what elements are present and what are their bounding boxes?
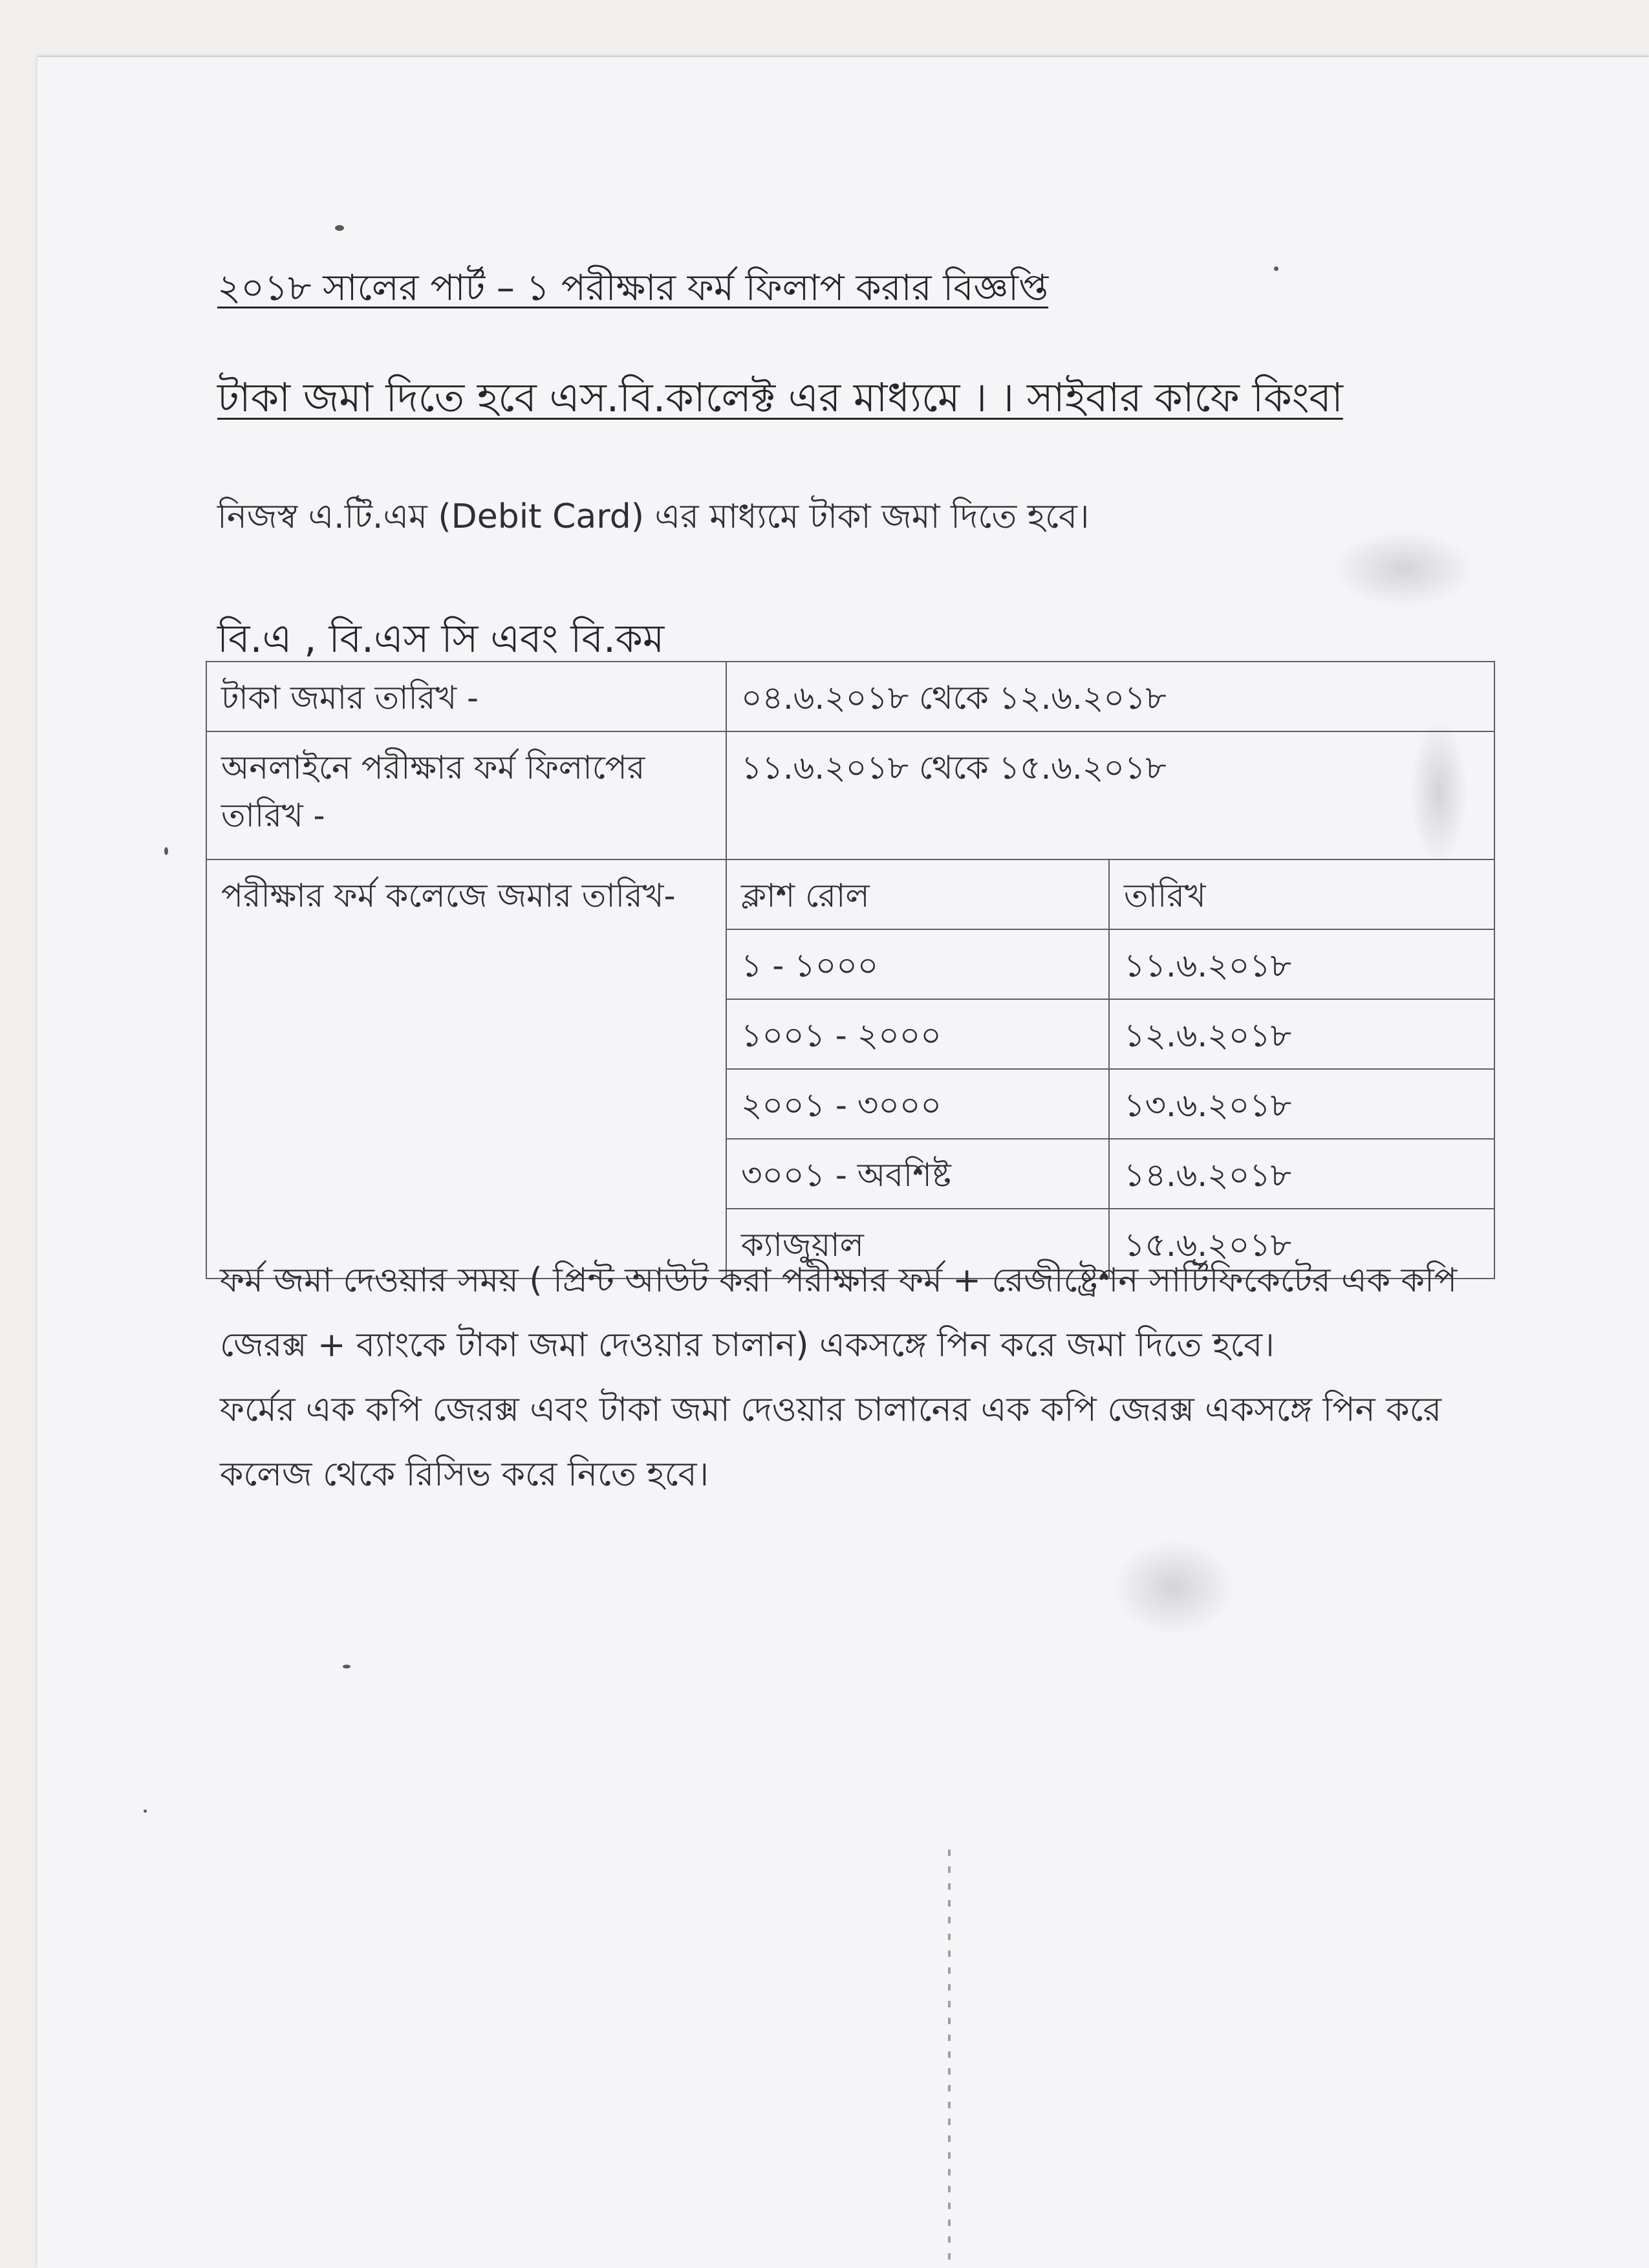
roll-range: ১০০১ - ২০০০ <box>726 999 1109 1069</box>
submission-date: ১১.৬.২০১৮ <box>1109 929 1494 999</box>
scan-speck <box>343 1665 350 1669</box>
payment-date-range: ০৪.৬.২০১৮ থেকে ১২.৬.২০১৮ <box>726 662 1494 731</box>
scan-smudge <box>1332 530 1474 608</box>
college-header-row <box>206 859 1494 929</box>
roll-range: ১ - ১০০০ <box>726 929 1109 999</box>
roll-column-header: ক্লাশ রোল <box>726 859 1109 929</box>
online-date-range: ১১.৬.২০১৮ থেকে ১৫.৬.২০১৮ <box>726 731 1494 859</box>
submission-note: ফর্ম জমা দেওয়ার সময় ( প্রিন্ট আউট করা পরীক্ষার ফর্ম + রেজীষ্ট্রেশন সার্টিফিকেটের এক কপি জেরক্স + ব্যাংকে টাকা জমা দেওয়ার চালান) একসঙ্গে পিন করে জমা দিতে হবে। <box>220 1261 1458 1365</box>
roll-range: ক্যাজুয়াল <box>726 1209 1109 1279</box>
online-date-label: অনলাইনে পরীক্ষার ফর্ম ফিলাপের তারিখ - <box>206 731 726 859</box>
online-date-row <box>206 731 1494 859</box>
schedule-table <box>206 661 1495 1279</box>
scan-speck <box>335 225 344 231</box>
submission-date: ১৩.৬.২০১৮ <box>1109 1069 1494 1139</box>
footer-instructions <box>220 1248 1500 1507</box>
scan-speck <box>144 1809 147 1813</box>
payment-date-row <box>206 662 1494 731</box>
payment-notice: টাকা জমা দিতে হবে এস.বি.কালেক্ট এর মাধ্যমে । । সাইবার কাফে কিংবা <box>217 374 1343 421</box>
page-title: ২০১৮ সালের পার্ট – ১ পরীক্ষার ফর্ম ফিলাপ করার বিজ্ঞপ্তি <box>217 267 1049 309</box>
college-submission-label: পরীক্ষার ফর্ম কলেজে জমার তারিখ- <box>206 859 726 1279</box>
roll-range: ২০০১ - ৩০০০ <box>726 1069 1109 1139</box>
scan-smudge <box>1112 1539 1235 1636</box>
scan-speck <box>1274 266 1278 271</box>
scan-speck <box>164 847 168 855</box>
date-column-header: তারিখ <box>1109 859 1494 929</box>
submission-date: ১৪.৬.২০১৮ <box>1109 1139 1494 1209</box>
roll-range: ৩০০১ - অবশিষ্ট <box>726 1139 1109 1209</box>
payment-date-label: টাকা জমার তারিখ - <box>206 662 726 731</box>
submission-date: ১২.৬.২০১৮ <box>1109 999 1494 1069</box>
receipt-note: ফর্মের এক কপি জেরক্স এবং টাকা জমা দেওয়ার চালানের এক কপি জেরক্স একসঙ্গে পিন করে কলেজ থেকে রিসিভ করে নিতে হবে। <box>220 1390 1442 1494</box>
stream-heading: বি.এ , বি.এস সি এবং বি.কম <box>217 616 665 662</box>
submission-date: ১৫.৬.২০১৮ <box>1109 1209 1494 1279</box>
paper-crease <box>948 1850 951 2263</box>
atm-notice: নিজস্ব এ.টি.এম (Debit Card) এর মাধ্যমে টাকা জমা দিতে হবে। <box>217 497 1090 536</box>
